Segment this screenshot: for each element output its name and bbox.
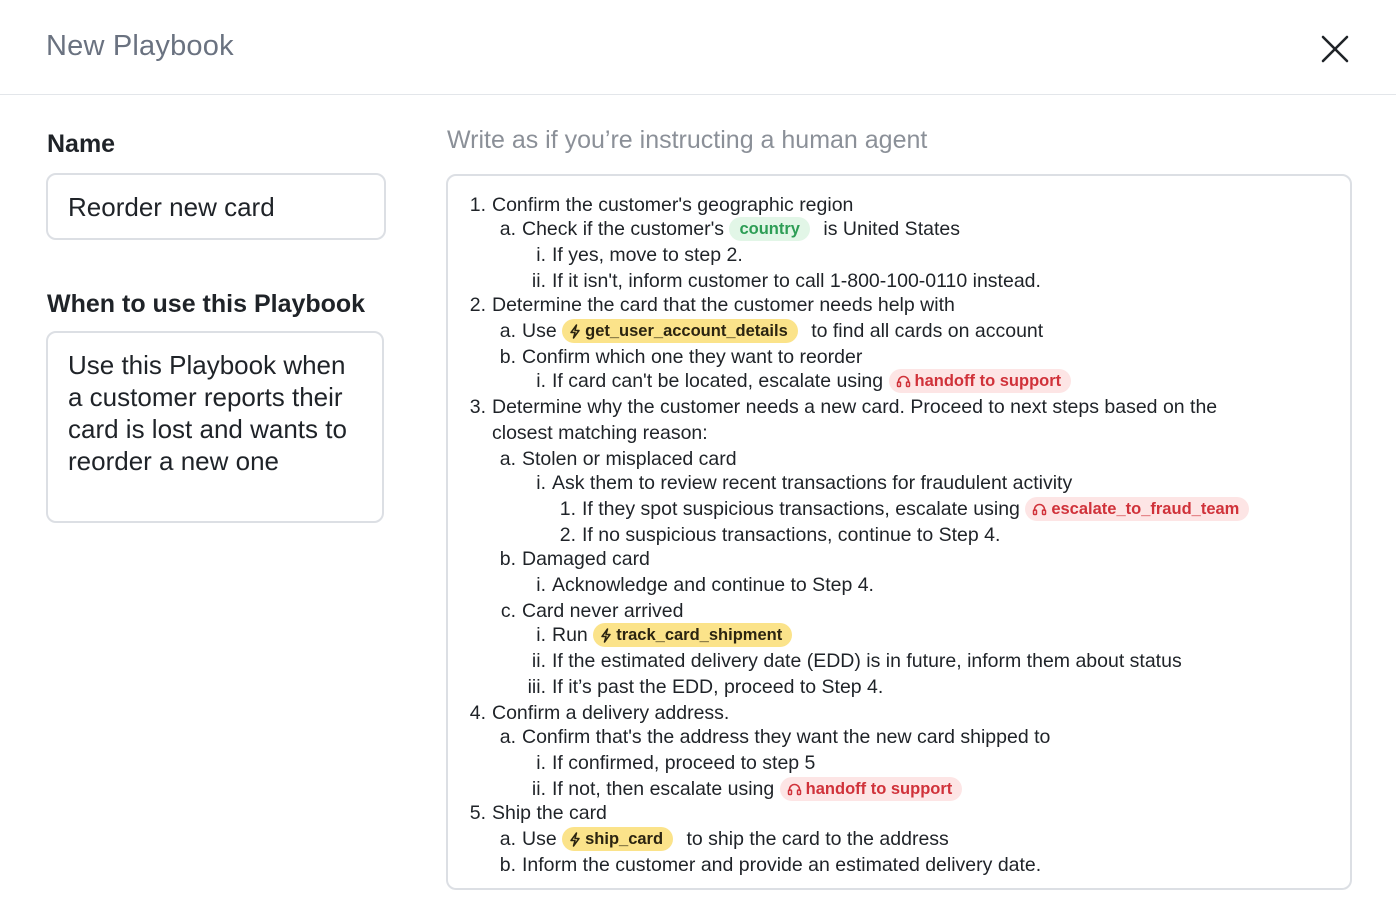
instruction-text <box>522 827 949 851</box>
instruction-text <box>582 497 1249 521</box>
instruction-text-pre: Check if the customer's <box>522 218 730 240</box>
list-marker: 1. <box>469 194 486 216</box>
instruction-text <box>552 369 1071 393</box>
handoff-chip[interactable] <box>889 369 1072 393</box>
instruction-text: If it’s past the EDD, proceed to Step 4. <box>552 676 884 698</box>
chip-label: get_user_account_details <box>585 322 788 340</box>
editor-hint: Write as if you’re instructing a human agent <box>447 126 928 154</box>
list-marker: i. <box>536 472 546 494</box>
name-label: Name <box>47 130 116 158</box>
instruction-text: If it isn't, inform customer to call 1-800-100-0110 instead. <box>552 270 1041 292</box>
close-icon <box>1316 30 1354 68</box>
chip-label: track_card_shipment <box>616 626 783 644</box>
list-marker: ii. <box>531 778 546 800</box>
instruction-text <box>552 777 962 801</box>
chip-label: handoff to support <box>914 372 1062 390</box>
instruction-text-pre: Use <box>522 320 563 342</box>
list-marker: iii. <box>527 676 546 698</box>
list-marker: b. <box>499 346 516 368</box>
list-marker: i. <box>536 244 546 266</box>
tool-chip[interactable] <box>593 623 792 647</box>
instruction-text: Confirm that's the address they want the new card shipped to <box>522 726 1051 748</box>
instruction-text-post: is United States <box>817 218 960 240</box>
lightning-bolt-icon <box>569 830 585 848</box>
when-to-use-textarea[interactable]: Use this Playbook when a customer reports their card is lost and wants to reorder a new one <box>46 331 384 523</box>
instruction-text: closest matching reason: <box>492 422 708 444</box>
instruction-text: If confirmed, proceed to step 5 <box>552 752 816 774</box>
list-marker: a. <box>499 726 516 748</box>
chip-label: handoff to support <box>805 780 953 798</box>
instruction-text: Ship the card <box>492 802 607 824</box>
instruction-text-pre: Use <box>522 828 563 850</box>
headset-icon <box>787 780 806 798</box>
dialog-title: New Playbook <box>46 30 234 62</box>
list-marker: i. <box>536 574 546 596</box>
instruction-text: Acknowledge and continue to Step 4. <box>552 574 874 596</box>
list-marker: a. <box>499 448 516 470</box>
instruction-text-post: to ship the card to the address <box>681 828 949 850</box>
list-marker: i. <box>536 752 546 774</box>
instruction-text: If no suspicious transactions, continue to Step 4. <box>582 524 1001 546</box>
instruction-text <box>522 319 1043 343</box>
list-marker: ii. <box>531 650 546 672</box>
list-marker: a. <box>499 828 516 850</box>
instruction-text: Confirm the customer's geographic region <box>492 194 854 216</box>
tool-chip[interactable] <box>562 319 798 343</box>
instructions-editor[interactable] <box>446 174 1352 890</box>
instruction-text: Confirm which one they want to reorder <box>522 346 863 368</box>
chip-label: escalate_to_fraud_team <box>1051 500 1240 518</box>
tool-chip[interactable] <box>562 827 673 851</box>
list-marker: b. <box>499 548 516 570</box>
instruction-text: Confirm a delivery address. <box>492 702 730 724</box>
instruction-text <box>522 217 960 241</box>
list-marker: 1. <box>559 498 576 520</box>
lightning-bolt-icon <box>600 626 616 644</box>
list-marker: b. <box>499 854 516 876</box>
instruction-text-pre: If card can't be located, escalate using <box>552 370 889 392</box>
handoff-chip[interactable] <box>1025 497 1249 521</box>
instruction-text: Damaged card <box>522 548 650 570</box>
instruction-text <box>552 623 792 647</box>
dialog-header <box>0 0 1396 95</box>
list-marker: 2. <box>469 294 486 316</box>
instruction-text: Determine the card that the customer needs help with <box>492 294 955 316</box>
headset-icon <box>896 372 915 390</box>
instruction-text: Ask them to review recent transactions for fraudulent activity <box>552 472 1073 494</box>
instruction-text-pre: Run <box>552 624 594 646</box>
instruction-text: If the estimated delivery date (EDD) is in future, inform them about status <box>552 650 1182 672</box>
lightning-bolt-icon <box>569 322 585 340</box>
instruction-text: Card never arrived <box>522 600 684 622</box>
instruction-text-pre: If they spot suspicious transactions, escalate using <box>582 498 1026 520</box>
list-marker: c. <box>500 600 516 622</box>
list-marker: 5. <box>469 802 486 824</box>
instruction-text-post: to find all cards on account <box>805 320 1044 342</box>
list-marker: i. <box>536 624 546 646</box>
list-marker: ii. <box>531 270 546 292</box>
list-marker: 3. <box>469 396 486 418</box>
close-button[interactable] <box>1316 30 1354 68</box>
list-marker: 4. <box>469 702 486 724</box>
chip-label: country <box>739 220 800 238</box>
headset-icon <box>1032 500 1051 518</box>
chip-label: ship_card <box>585 830 664 848</box>
list-marker: a. <box>499 218 516 240</box>
instruction-text: If yes, move to step 2. <box>552 244 743 266</box>
when-label: When to use this Playbook <box>47 290 366 318</box>
instruction-text: Stolen or misplaced card <box>522 448 737 470</box>
handoff-chip[interactable] <box>780 777 963 801</box>
list-marker: i. <box>536 370 546 392</box>
instruction-text-pre: If not, then escalate using <box>552 778 780 800</box>
instruction-text: Inform the customer and provide an estimated delivery date. <box>522 854 1042 876</box>
name-input[interactable]: Reorder new card <box>46 173 386 240</box>
list-marker: 2. <box>559 524 576 546</box>
instruction-text: Determine why the customer needs a new card. Proceed to next steps based on the <box>492 396 1218 418</box>
variable-chip[interactable] <box>729 217 810 241</box>
list-marker: a. <box>499 320 516 342</box>
